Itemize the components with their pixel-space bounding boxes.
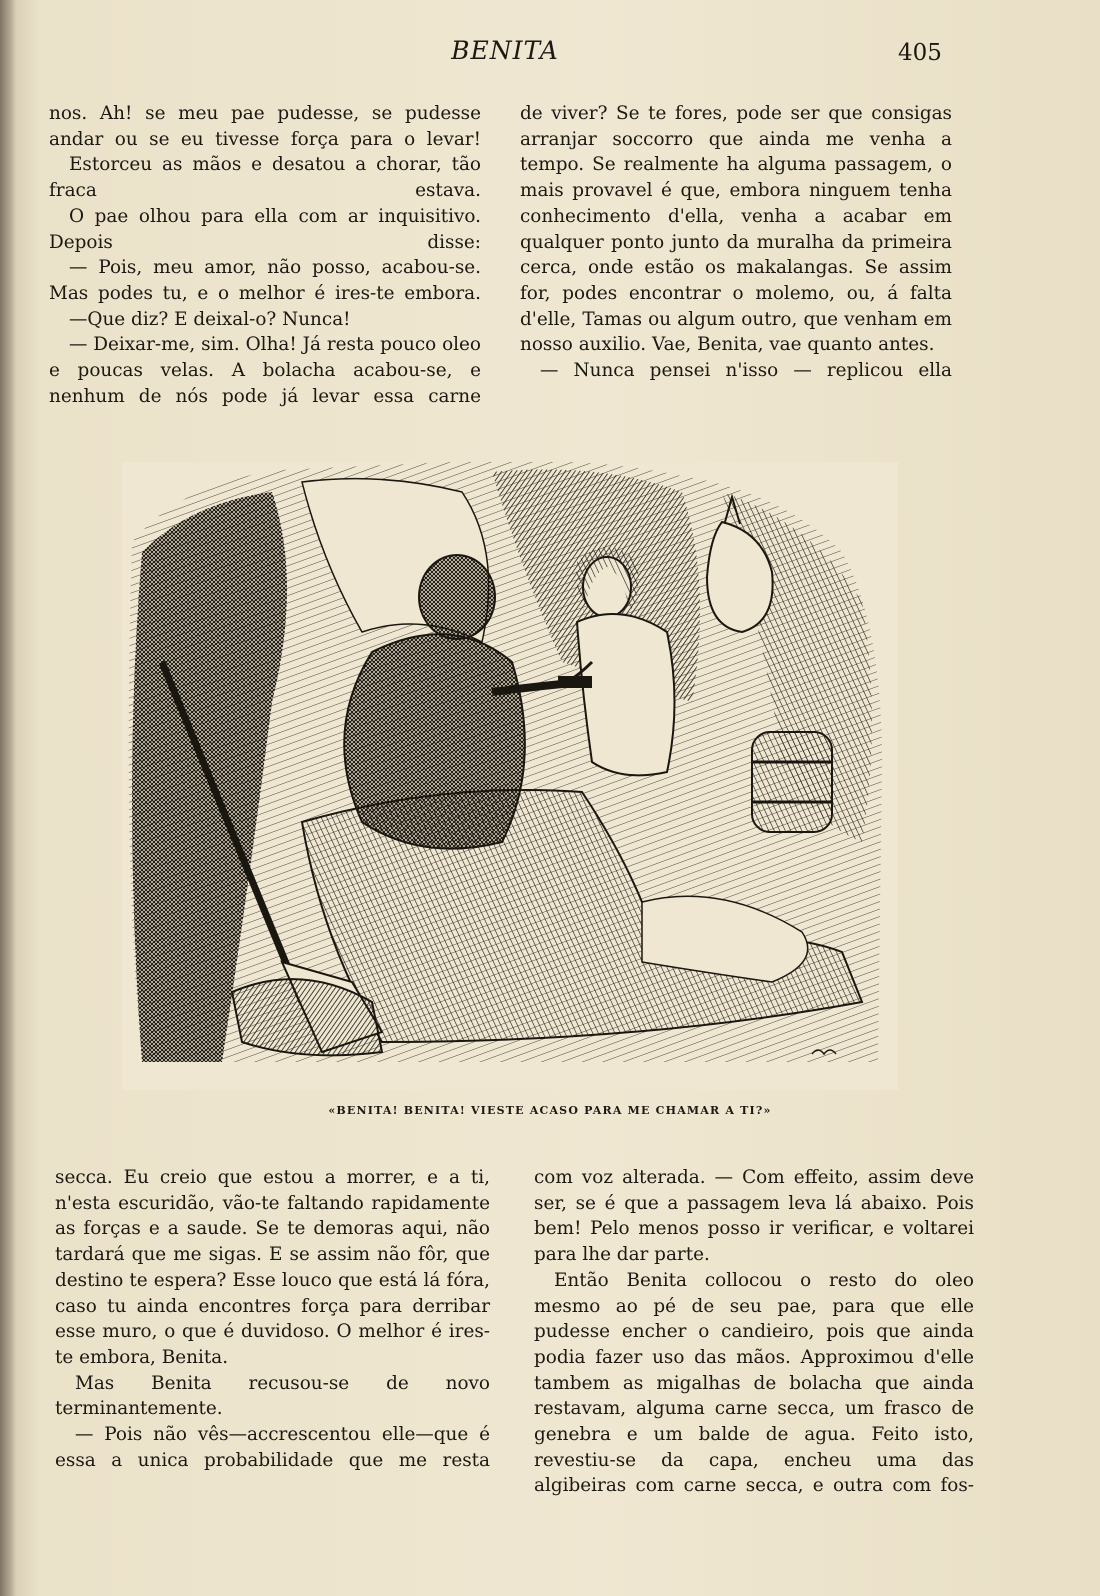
- paragraph: — Deixar-me, sim. Olha! Já resta pouco oleo e poucas velas. A bolacha acabou-se, e nenhum de nós pode já levar essa carne: [49, 334, 481, 407]
- paragraph: nos. Ah! se meu pae pudesse, se pudesse andar ou se eu tivesse força para o levar!: [49, 103, 481, 150]
- paragraph: —Que diz? E deixal-o? Nunca!: [69, 308, 351, 330]
- paragraph: — Nunca pensei n'isso — replicou ella: [540, 360, 952, 382]
- paragraph: secca. Eu creio que estou a morrer, e a ti, n'esta escuridão, vão-te faltando rapidamente as forças e a saude. Se te demoras aqui, não tardará que me sigas. E se assim não fôr, que destino te espera? Esse louco que está lá fóra, caso tu ainda encontres força para derribar esse muro, o que é duvidoso. O melhor é ires-te embora, Benita.: [55, 1167, 490, 1368]
- illustration-caption: «BENITA! BENITA! VIESTE ACASO PARA ME CHAMAR A TI?»: [328, 1104, 772, 1117]
- man-head: [419, 555, 495, 639]
- paragraph: — Pois não vês—accrescentou elle—que é essa a unica probabilidade que me resta: [55, 1424, 490, 1471]
- paragraph: Mas Benita recusou-se de novo terminantemente.: [55, 1372, 490, 1420]
- paragraph: O pae olhou para ella com ar inquisitivo. Depois disse:: [49, 205, 481, 253]
- paragraph: Então Benita collocou o resto do oleo mesmo ao pé de seu pae, para que elle pudesse encher o candieiro, pois que ainda podia fazer uso das mãos. Approximou d'elle tambem as migalhas de bolacha que ainda restavam, alguma carne secca, um frasco de genebra e um balde de agua. Feito isto, revestiu-se da capa, encheu uma das algibeiras com carne secca, e outra com fos-: [534, 1269, 974, 1497]
- column-bottom-left: [55, 1165, 490, 1473]
- column-top-left: [49, 101, 481, 409]
- paragraph: de viver? Se te fores, pode ser que consigas arranjar soccorro que ainda me venha a tempo. Se realmente ha alguma passagem, o mais provavel é que, embora ninguem tenha conhecimento d'ella, venha a acabar em qualquer ponto junto da muralha da primeira cerca, onde estão os makalangas. Se assim for, podes encontrar o molemo, ou, á falta d'elle, Tamas ou algum outro, que venham em nosso auxilio. Vae, Benita, vae quanto antes.: [520, 103, 952, 356]
- illustration: [122, 462, 898, 1090]
- running-title: BENITA: [451, 36, 559, 65]
- book-spine-shadow: [0, 0, 16, 1596]
- woman-dress: [577, 614, 675, 775]
- column-bottom-right: [534, 1165, 974, 1499]
- column-top-right: [520, 101, 952, 384]
- paragraph: — Pois, meu amor, não posso, acabou-se. Mas podes tu, e o melhor é ires-te embora.: [49, 257, 481, 304]
- paragraph: com voz alterada. — Com effeito, assim deve ser, se é que a passagem leva lá abaixo. Pois bem! Pelo menos posso ir verificar, e voltarei para lhe dar parte.: [534, 1167, 974, 1266]
- paragraph: Estorceu as mãos e desatou a chorar, tão fraca estava.: [49, 154, 481, 202]
- page-number: 405: [898, 40, 942, 66]
- pistol: [558, 676, 592, 688]
- barrel: [752, 732, 832, 832]
